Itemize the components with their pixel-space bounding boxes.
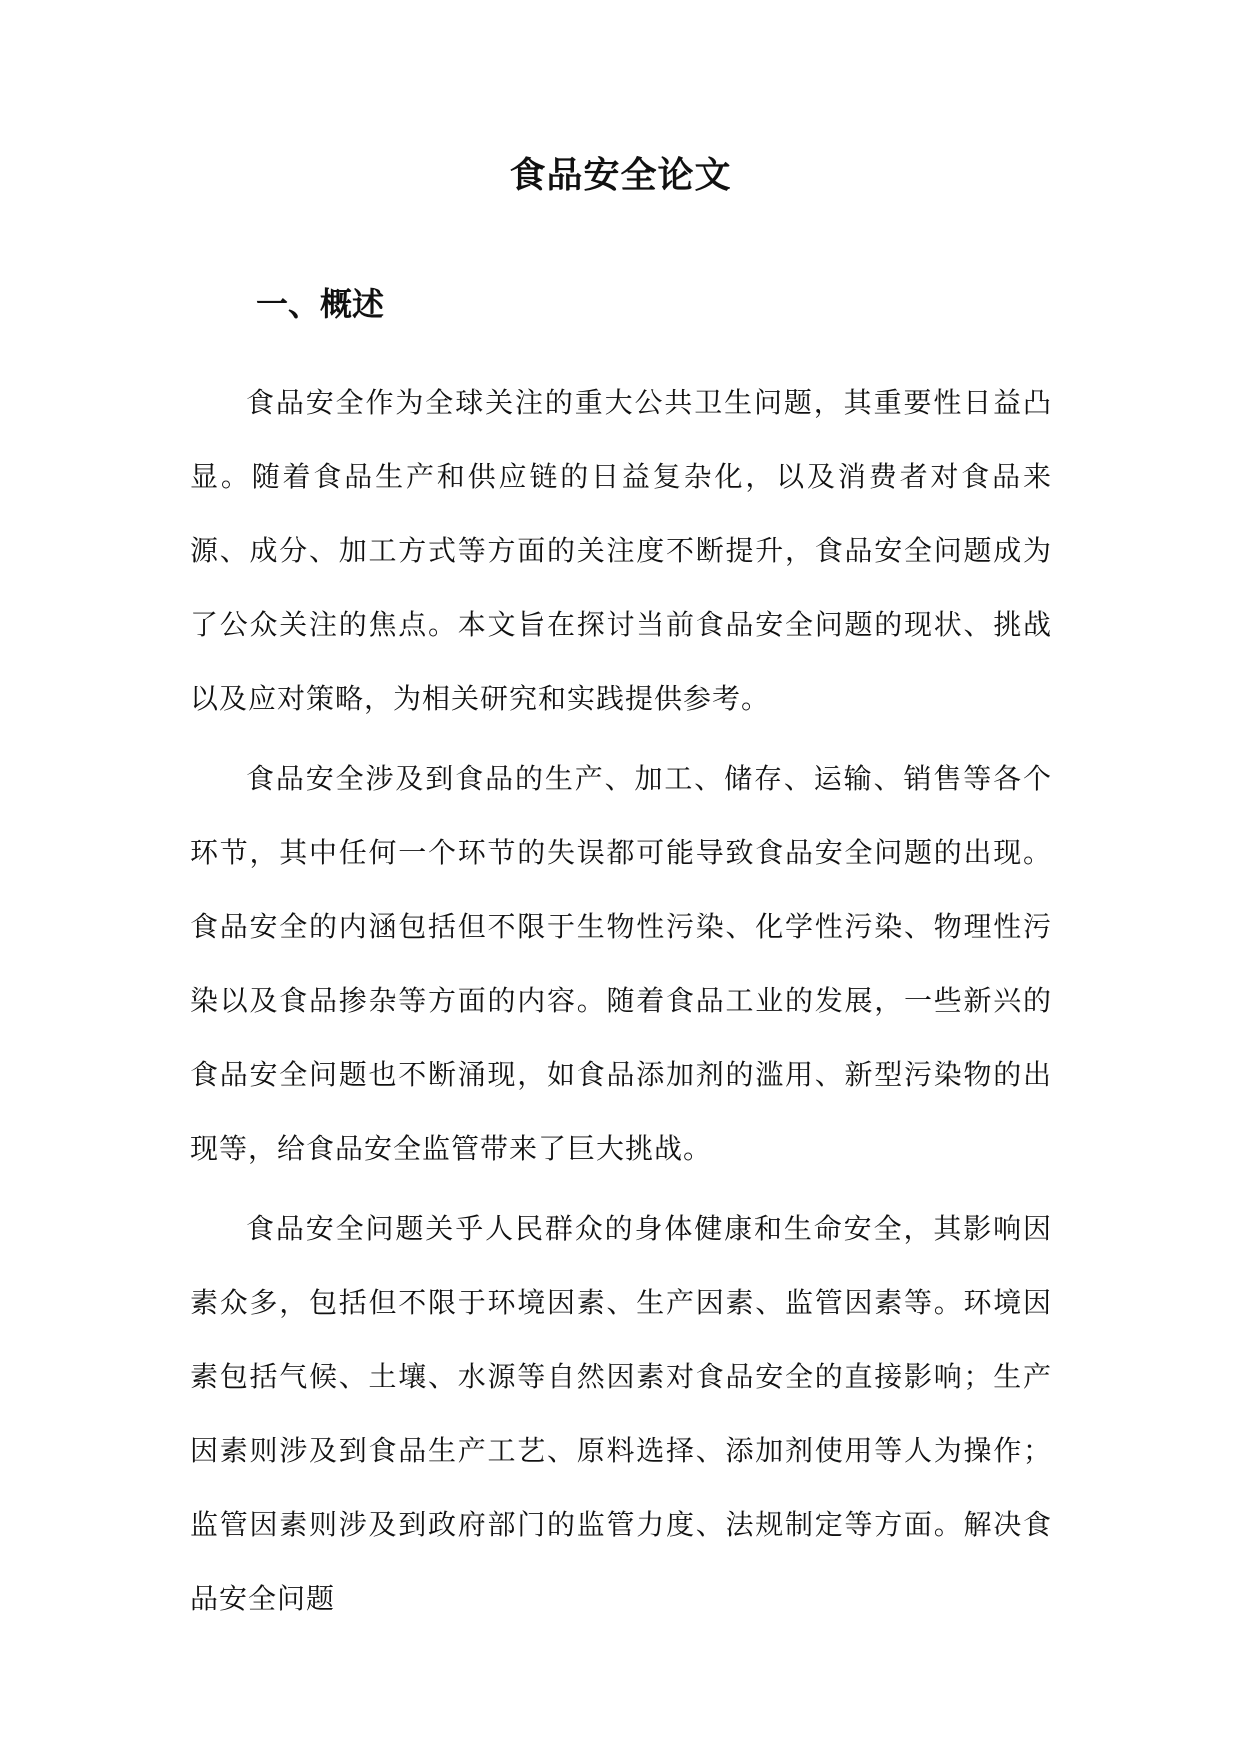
paragraph-2: 食品安全涉及到食品的生产、加工、储存、运输、销售等各个环节，其中任何一个环节的失误都可能导致食品安全问题的出现。食品安全的内涵包括但不限于生物性污染、化学性污染、物理性污染以及食品掺杂等方面的内容。随着食品工业的发展，一些新兴的食品安全问题也不断涌现，如食品添加剂的滥用、新型污染物的出现等，给食品安全监管带来了巨大挑战。 [190,762,1052,1165]
document-title: 食品安全论文 [509,154,732,196]
body-text [190,366,1052,1642]
section-heading-overview: 一、概述 [256,285,385,323]
paragraph-3: 食品安全问题关乎人民群众的身体健康和生命安全，其影响因素众多，包括但不限于环境因素、生产因素、监管因素等。环境因素包括气候、土壤、水源等自然因素对食品安全的直接影响；生产因素则涉及到食品生产工艺、原料选择、添加剂使用等人为操作；监管因素则涉及到政府部门的监管力度、法规制定等方面。解决食品安全问题 [190,1212,1052,1615]
paragraph-1: 食品安全作为全球关注的重大公共卫生问题，其重要性日益凸显。随着食品生产和供应链的日益复杂化，以及消费者对食品来源、成分、加工方式等方面的关注度不断提升，食品安全问题成为了公众关注的焦点。本文旨在探讨当前食品安全问题的现状、挑战以及应对策略，为相关研究和实践提供参考。 [190,386,1052,715]
